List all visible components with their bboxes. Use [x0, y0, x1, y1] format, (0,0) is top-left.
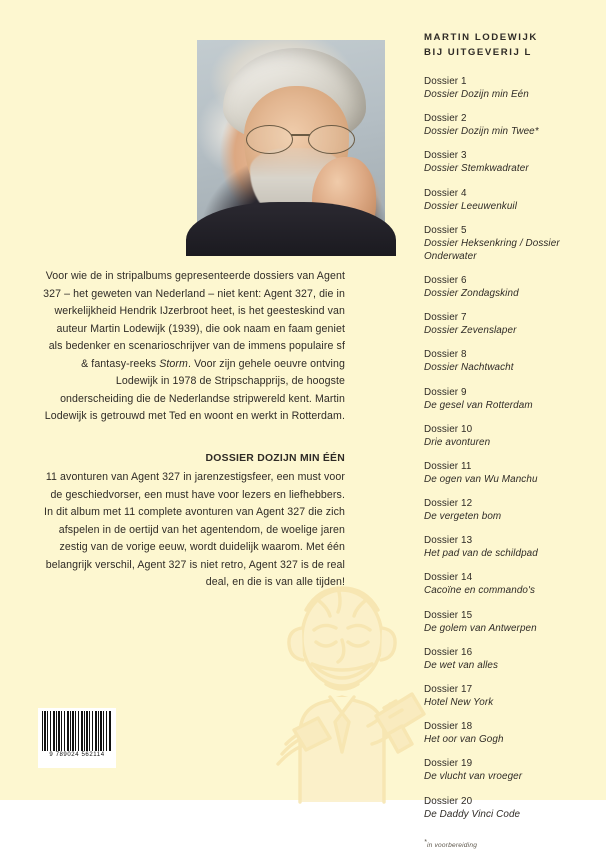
dossier-item [424, 149, 596, 175]
photo-glasses-bridge [291, 134, 311, 136]
blurb-column [40, 268, 345, 592]
dossier-title: De gesel van Rotterdam [424, 399, 533, 411]
dossier-number: Dossier 1 [424, 76, 467, 87]
dossier-title: Dossier Dozijn min Twee* [424, 126, 539, 138]
dossier-number: Dossier 8 [424, 349, 467, 361]
dossier-list [424, 75, 596, 821]
agent-327-watermark-icon [272, 566, 422, 802]
publisher-heading-line-1: MARTIN LODEWIJK [424, 32, 538, 43]
dossier-title: De golem van Antwerpen [424, 622, 537, 634]
dossier-item [424, 534, 596, 560]
dossier-item [424, 795, 596, 821]
photo-lens-right [308, 125, 355, 154]
dossier-title: Drie avonturen [424, 436, 491, 448]
publisher-heading-line-2: BIJ UITGEVERIJ L [424, 46, 532, 58]
footnote-marker: * [424, 838, 427, 846]
dossier-number: Dossier 16 [424, 646, 473, 658]
dossier-number: Dossier 5 [424, 224, 467, 236]
dossier-number: Dossier 18 [424, 721, 473, 733]
dossier-item [424, 386, 596, 412]
dossier-title: Dossier Stemkwadrater [424, 163, 529, 175]
dossier-number: Dossier 10 [424, 423, 473, 435]
footnote-text: in voorbereiding [426, 841, 478, 849]
dossier-title: De Daddy Vinci Code [424, 808, 521, 820]
dossier-title: Dossier Heksenkring / Dossier Onderwater [424, 237, 560, 262]
barcode-bars [42, 711, 112, 751]
dossier-number: Dossier 15 [424, 609, 473, 621]
dossier-title: Dossier Dozijn min Eén [424, 89, 529, 100]
dossier-number: Dossier 19 [424, 758, 473, 770]
dossier-number: Dossier 12 [424, 498, 473, 510]
blurb-storm-title: Storm [159, 357, 188, 370]
blurb-paragraph-1-part-b: . Voor zijn gehele oeuvre ontving Lodewijk in 1978 de Stripschapprijs, de hoogste onderscheiding die de Nederlandse stripwereld kent. Martin Lodewijk is getrouwd met Ted en woont en werkt in Rotterdam. [44, 357, 345, 422]
dossier-number: Dossier 3 [424, 150, 467, 162]
dossier-item [424, 274, 596, 300]
dossier-item [424, 348, 596, 374]
dossier-number: Dossier 2 [424, 113, 467, 125]
dossier-title: De wet van alles [424, 659, 499, 671]
blurb-paragraph-1-part-a: Voor wie de in stripalbums gepresenteerde dossiers van Agent 327 – het geweten van Nederland – niet kent: Agent 327, die in werkelijkheid Hendrik IJzerbroot heet, is het geesteskind van auteur Martin Lodewijk (1939), die ook naam en faam geniet als bedenker en scenarioschrijver van de immens populaire sf & fantasy-reeks [43, 270, 345, 370]
dossier-number: Dossier 20 [424, 795, 473, 807]
dossier-title: Cacoïne en commando's [424, 585, 536, 597]
dossier-number: Dossier 4 [424, 187, 467, 199]
dossier-item [424, 609, 596, 635]
dossier-number: Dossier 13 [424, 535, 473, 547]
dossier-item [424, 460, 596, 486]
publisher-footnote [424, 839, 596, 849]
dossier-item [424, 683, 596, 709]
isbn-number: 9 789024 562114 [49, 752, 105, 758]
blurb-paragraph-1 [40, 268, 345, 426]
author-photo-image [197, 40, 385, 248]
dossier-item [424, 757, 596, 783]
dossier-title: De vergeten bom [424, 511, 502, 523]
blurb-paragraph-2: 11 avonturen van Agent 327 in jarenzestigsfeer, een must voor de geschiedvorser, een must have voor lezers en liefhebbers. In dit album met 11 complete avonturen van Agent 327 die zich afspelen in de oertijd van het agentendom, de woelige jaren zestig van de vorige eeuw, wordt duidelijk waarom. Met één belangrijk verschil, Agent 327 is niet retro, Agent 327 is de real deal, en die is van alle tijden! [44, 471, 345, 588]
dossier-item [424, 571, 596, 597]
dossier-number: Dossier 14 [424, 572, 473, 584]
dossier-number: Dossier 6 [424, 274, 467, 286]
dossier-number: Dossier 11 [424, 460, 472, 472]
isbn-barcode [38, 708, 116, 768]
dossier-item [424, 720, 596, 746]
dossier-title: De ogen van Wu Manchu [424, 473, 538, 485]
dossier-item [424, 646, 596, 672]
dossier-title: Hotel New York [424, 697, 494, 708]
dossier-title: Dossier Zevenslaper [424, 325, 517, 337]
dossier-item [424, 311, 596, 337]
publisher-heading [424, 31, 596, 60]
author-photo [197, 40, 385, 248]
dossier-title: Dossier Zondagskind [424, 287, 519, 299]
dossier-title: Het oor van Gogh [424, 734, 504, 746]
photo-glasses-shape [246, 125, 355, 152]
dossier-item [424, 423, 596, 449]
dossier-title: Het pad van de schildpad [424, 548, 538, 560]
dossier-item [424, 497, 596, 523]
dossier-item [424, 112, 596, 138]
dossier-number: Dossier 7 [424, 312, 467, 324]
dossier-title: Dossier Nachtwacht [424, 362, 514, 374]
dossier-title: De vlucht van vroeger [424, 771, 523, 783]
dossier-item [424, 187, 596, 213]
dossier-title: Dossier Leeuwenkuil [424, 200, 518, 212]
dossier-item [424, 224, 596, 263]
photo-lens-left [246, 125, 293, 154]
blurb-subheading: DOSSIER DOZIJN MIN ÉÉN [205, 452, 345, 464]
dossier-number: Dossier 9 [424, 386, 467, 398]
dossier-item [424, 75, 596, 101]
publisher-list-column [424, 31, 596, 849]
dossier-number: Dossier 17 [424, 684, 473, 695]
